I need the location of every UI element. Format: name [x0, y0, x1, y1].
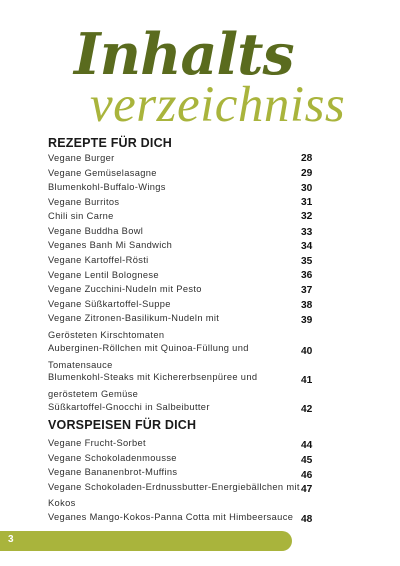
toc-page-number: 42 [301, 404, 313, 415]
toc-entry[interactable] [48, 268, 312, 283]
toc-entry-title: Chili sin Carne [48, 211, 114, 221]
toc-entry-title: Veganes Banh Mi Sandwich [48, 240, 173, 250]
toc-page-number: 30 [301, 183, 313, 194]
page-number: 3 [8, 534, 14, 545]
toc-page-number: 41 [301, 375, 313, 386]
toc-entry-title: Vegane Kartoffel-Rösti [48, 255, 149, 265]
toc-entry[interactable] [48, 282, 312, 297]
toc-entry-title: Vegane Lentil Bolognese [48, 270, 159, 280]
title-line-2: verzeichniss [90, 77, 346, 133]
toc-entry[interactable] [48, 151, 312, 166]
toc-page-number: 37 [301, 285, 313, 296]
toc-entry[interactable] [48, 297, 312, 312]
toc-page-number: 39 [301, 315, 313, 326]
toc-entry-title: Veganes Mango-Kokos-Panna Cotta mit Himbeersauce [48, 512, 294, 522]
toc-entry-title: Vegane Süßkartoffel-Suppe [48, 299, 171, 309]
toc-entry-title: Blumenkohl-Steaks mit Kichererbsenpüree und [48, 372, 258, 382]
toc-entry-title: Vegane Zucchini-Nudeln mit Pesto [48, 284, 202, 294]
toc-entry[interactable] [48, 166, 312, 181]
toc-entry-title: Vegane Schokoladen-Erdnussbutter-Energiebällchen mit [48, 482, 300, 492]
toc-entry-title: Vegane Zitronen-Basilikum-Nudeln mit [48, 313, 220, 323]
toc-entry[interactable] [48, 341, 312, 373]
toc-entry[interactable] [48, 195, 312, 210]
toc-page-number: 34 [301, 241, 313, 252]
footer-bar [0, 531, 292, 551]
toc-entry[interactable] [48, 209, 312, 224]
toc-entry[interactable] [48, 480, 312, 511]
toc-page-number: 47 [301, 484, 313, 495]
toc-entry-title-continued: Kokos [48, 498, 76, 508]
toc-entry[interactable] [48, 451, 312, 466]
toc-entry-title: Vegane Burritos [48, 197, 120, 207]
toc-page-number: 45 [301, 455, 313, 466]
toc-entry[interactable] [48, 465, 312, 480]
toc-page-number: 28 [301, 153, 313, 164]
toc-page-number: 38 [301, 300, 313, 311]
toc-page-number: 33 [301, 227, 313, 238]
toc-entry-title: Vegane Frucht-Sorbet [48, 438, 146, 448]
toc-entry-title: Blumenkohl-Buffalo-Wings [48, 182, 166, 192]
toc-page-number: 48 [301, 514, 313, 525]
toc-entry-title: Vegane Gemüselasagne [48, 168, 157, 178]
toc-entry-title: Vegane Schokoladenmousse [48, 453, 177, 463]
toc-entry-title: Süßkartoffel-Gnocchi in Salbeibutter [48, 402, 210, 412]
section-heading-rezepte: REZEPTE FÜR DICH [48, 136, 173, 150]
toc-entry[interactable] [48, 224, 312, 239]
section-heading-vorspeisen: VORSPEISEN FÜR DICH [48, 418, 197, 432]
toc-page-number: 40 [301, 346, 313, 357]
toc-entry[interactable] [48, 238, 312, 253]
toc-entry-title: Vegane Bananenbrot-Muffins [48, 467, 178, 477]
toc-entry[interactable] [48, 311, 312, 343]
toc-entry-title: Vegane Buddha Bowl [48, 226, 144, 236]
toc-page-number: 31 [301, 197, 313, 208]
toc-page-number: 32 [301, 211, 313, 222]
toc-entry[interactable] [48, 253, 312, 268]
toc-entry-title-continued: Tomatensauce [48, 360, 113, 370]
toc-entry[interactable] [48, 400, 312, 415]
title-line-1: Inhalts [74, 21, 294, 88]
toc-page-number: 29 [301, 168, 313, 179]
toc-entry-title-continued: Gerösteten Kirschtomaten [48, 330, 165, 340]
toc-entry-title-continued: geröstetem Gemüse [48, 389, 139, 399]
toc-entry[interactable] [48, 510, 312, 525]
toc-page-number: 35 [301, 256, 313, 267]
toc-entry[interactable] [48, 180, 312, 195]
toc-page-number: 46 [301, 470, 313, 481]
toc-entry[interactable] [48, 370, 312, 402]
toc-page-number: 36 [301, 270, 313, 281]
toc-page-number: 44 [301, 440, 313, 451]
toc-entry-title: Auberginen-Röllchen mit Quinoa-Füllung und [48, 343, 249, 353]
toc-entry[interactable] [48, 436, 312, 451]
toc-entry-title: Vegane Burger [48, 153, 115, 163]
